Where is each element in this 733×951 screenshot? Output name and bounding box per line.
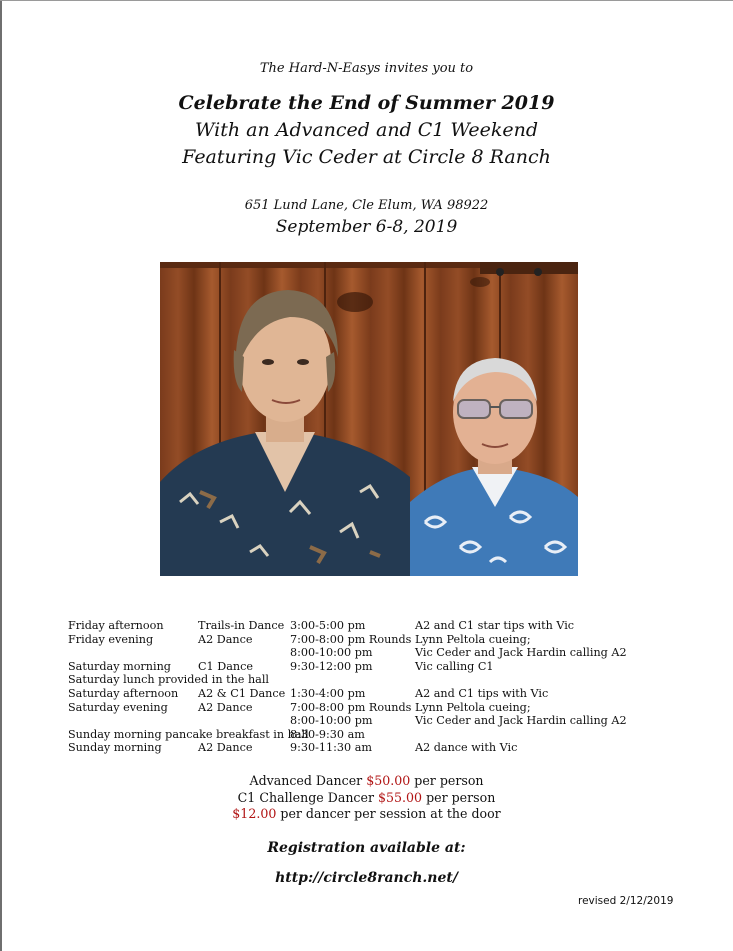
registration-label: Registration available at: xyxy=(267,840,466,856)
schedule-notes: Vic Ceder and Jack Hardin calling A2 xyxy=(415,714,627,728)
title-line-3: Featuring Vic Ceder at Circle 8 Ranch xyxy=(182,146,551,168)
schedule-time: 9:30-11:30 am xyxy=(290,741,372,755)
schedule-time: 1:30-4:00 pm xyxy=(290,686,366,700)
price-amount: $12.00 xyxy=(232,806,277,822)
schedule-event: C1 Dance xyxy=(198,659,253,673)
schedule-time: 7:00-8:00 pm Rounds xyxy=(290,632,412,646)
price-label: C1 Challenge Dancer xyxy=(237,789,374,805)
schedule-day: Sunday morning xyxy=(68,741,162,755)
price-suffix: per dancer per session at the door xyxy=(280,806,501,822)
schedule-notes: A2 and C1 star tips with Vic xyxy=(415,619,575,632)
price-door xyxy=(0,806,733,823)
schedule-time: 7:00-8:00 pm Rounds xyxy=(290,700,412,714)
schedule-time: 8:30-9:30 am xyxy=(290,727,365,741)
title-line-2: With an Advanced and C1 Weekend xyxy=(194,119,539,141)
schedule-time: 8:00-10:00 pm xyxy=(290,714,373,728)
schedule-notes: Vic calling C1 xyxy=(415,659,494,673)
pricing-block xyxy=(0,773,733,823)
event-address: 651 Lund Lane, Cle Elum, WA 98922 xyxy=(244,198,489,213)
schedule-notes: A2 and C1 tips with Vic xyxy=(415,686,549,700)
schedule-event: A2 Dance xyxy=(198,741,253,755)
schedule-event: A2 Dance xyxy=(198,700,253,714)
schedule-day: Sunday morning pancake breakfast in hall xyxy=(68,727,309,741)
revised-date: revised 2/12/2019 xyxy=(578,895,674,907)
callers-photo xyxy=(160,262,578,576)
page-border-top xyxy=(0,0,733,1)
price-suffix: per person xyxy=(426,789,496,805)
schedule-event: A2 Dance xyxy=(198,632,253,646)
price-amount: $50.00 xyxy=(366,773,411,788)
schedule-time: 3:00-5:00 pm xyxy=(290,619,366,632)
schedule-notes: Lynn Peltola cueing; xyxy=(415,632,531,646)
schedule-day: Saturday evening xyxy=(68,700,168,714)
registration-link[interactable]: http://circle8ranch.net/ xyxy=(275,870,458,886)
price-suffix: per person xyxy=(414,773,484,788)
schedule-day: Saturday afternoon xyxy=(68,686,179,700)
price-c1 xyxy=(0,790,733,807)
event-dates: September 6-8, 2019 xyxy=(275,217,458,237)
schedule-notes: Lynn Peltola cueing; xyxy=(415,700,531,714)
photo-illustration xyxy=(160,262,578,576)
schedule-notes: A2 dance with Vic xyxy=(415,741,518,755)
price-advanced xyxy=(0,773,733,790)
price-label: Advanced Dancer xyxy=(249,773,363,788)
schedule-time: 8:00-10:00 pm xyxy=(290,646,373,660)
schedule-day: Friday evening xyxy=(68,632,154,646)
schedule-day: Saturday morning xyxy=(68,659,171,673)
invite-line: The Hard-N-Easys invites you to xyxy=(259,61,474,76)
schedule-time: 9:30-12:00 pm xyxy=(290,659,373,673)
schedule-notes: Vic Ceder and Jack Hardin calling A2 xyxy=(415,646,627,660)
schedule-day: Friday afternoon xyxy=(68,619,164,632)
title-line-1: Celebrate the End of Summer 2019 xyxy=(178,92,555,114)
schedule-day: Saturday lunch provided in the hall xyxy=(68,673,269,687)
schedule-event: A2 & C1 Dance xyxy=(198,686,286,700)
schedule-event: Trails-in Dance xyxy=(198,619,285,632)
price-amount: $55.00 xyxy=(377,789,423,805)
